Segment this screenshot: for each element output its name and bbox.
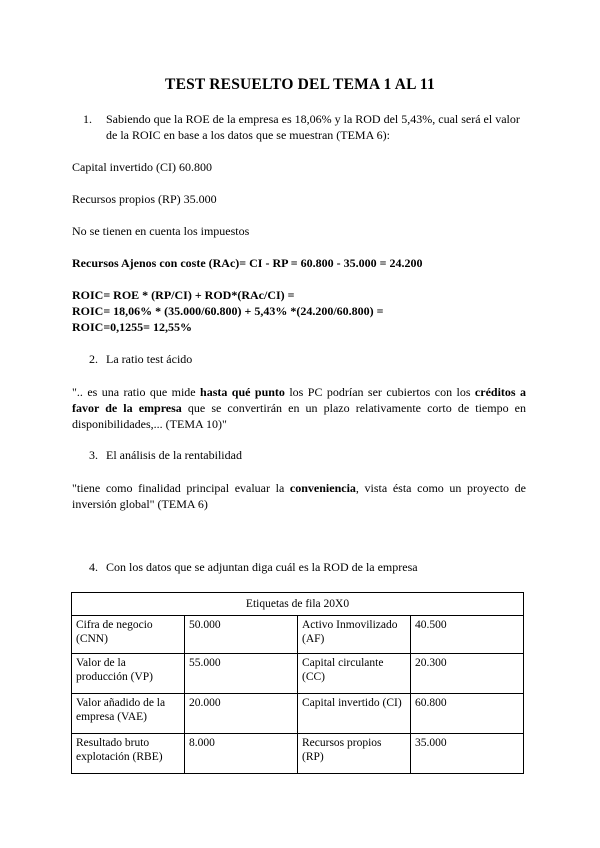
table-cell-label: Cifra de negocio (CNN) [72, 616, 185, 654]
q3-text: El análisis de la rentabilidad [106, 448, 242, 462]
table-header-row [72, 593, 524, 616]
q3-number: 3. [89, 448, 98, 462]
q1-roic-formula-2: ROIC= 18,06% * (35.000/60.800) + 5,43% *(24.200/60.800) = [72, 304, 384, 318]
table-cell-value: 60.800 [411, 694, 524, 734]
q4-text: Con los datos que se adjuntan diga cuál es la ROD de la empresa [106, 560, 418, 574]
table-row [72, 654, 524, 694]
q1-recursos-propios: Recursos propios (RP) 35.000 [72, 192, 217, 206]
q2-text: La ratio test ácido [106, 352, 193, 366]
table-cell-value: 55.000 [185, 654, 298, 694]
table-cell-value: 40.500 [411, 616, 524, 654]
q2-answer: ".. es una ratio que mide hasta qué punto los PC podrían ser cubiertos con los créditos a favor de la empresa que se convertirán en un plazo relativamente corto de tiempo en disponibilidades,... (TEMA 10)" [72, 385, 526, 431]
q1-line1: Sabiendo que la ROE de la empresa es 18,06% y la ROD del 5,43%, cual será el valor [106, 112, 520, 126]
table-cell-value: 35.000 [411, 734, 524, 774]
table-cell-value: 50.000 [185, 616, 298, 654]
table-row [72, 694, 524, 734]
q1-number: 1. [83, 112, 92, 126]
table-cell-label: Capital invertido (CI) [298, 694, 411, 734]
table-header: Etiquetas de fila 20X0 [72, 593, 524, 616]
q4-number: 4. [89, 560, 98, 574]
table-cell-label: Activo Inmovilizado (AF) [298, 616, 411, 654]
table-cell-value: 20.300 [411, 654, 524, 694]
table-cell-value: 20.000 [185, 694, 298, 734]
q1-rac-formula: Recursos Ajenos con coste (RAc)= CI - RP = 60.800 - 35.000 = 24.200 [72, 256, 423, 270]
q1-roic-result: ROIC=0,1255= 12,55% [72, 320, 193, 334]
table-row [72, 734, 524, 774]
q1-roic-formula-1: ROIC= ROE * (RP/CI) + ROD*(RAc/CI) = [72, 288, 295, 302]
table-cell-label: Valor de la producción (VP) [72, 654, 185, 694]
data-table [71, 592, 524, 774]
table-cell-label: Resultado bruto explotación (RBE) [72, 734, 185, 774]
table-cell-label: Capital circulante (CC) [298, 654, 411, 694]
table-row [72, 616, 524, 654]
q1-line2: de la ROIC en base a los datos que se muestran (TEMA 6): [106, 128, 390, 142]
q1-capital-invertido: Capital invertido (CI) 60.800 [72, 160, 212, 174]
q2-number: 2. [89, 352, 98, 366]
q3-answer: "tiene como finalidad principal evaluar la conveniencia, vista ésta como un proyecto de inversión global" (TEMA 6) [72, 481, 526, 511]
table-cell-label: Recursos propios (RP) [298, 734, 411, 774]
page-title: TEST RESUELTO DEL TEMA 1 AL 11 [165, 76, 435, 93]
table-cell-label: Valor añadido de la empresa (VAE) [72, 694, 185, 734]
table-cell-value: 8.000 [185, 734, 298, 774]
q1-no-impuestos: No se tienen en cuenta los impuestos [72, 224, 250, 238]
